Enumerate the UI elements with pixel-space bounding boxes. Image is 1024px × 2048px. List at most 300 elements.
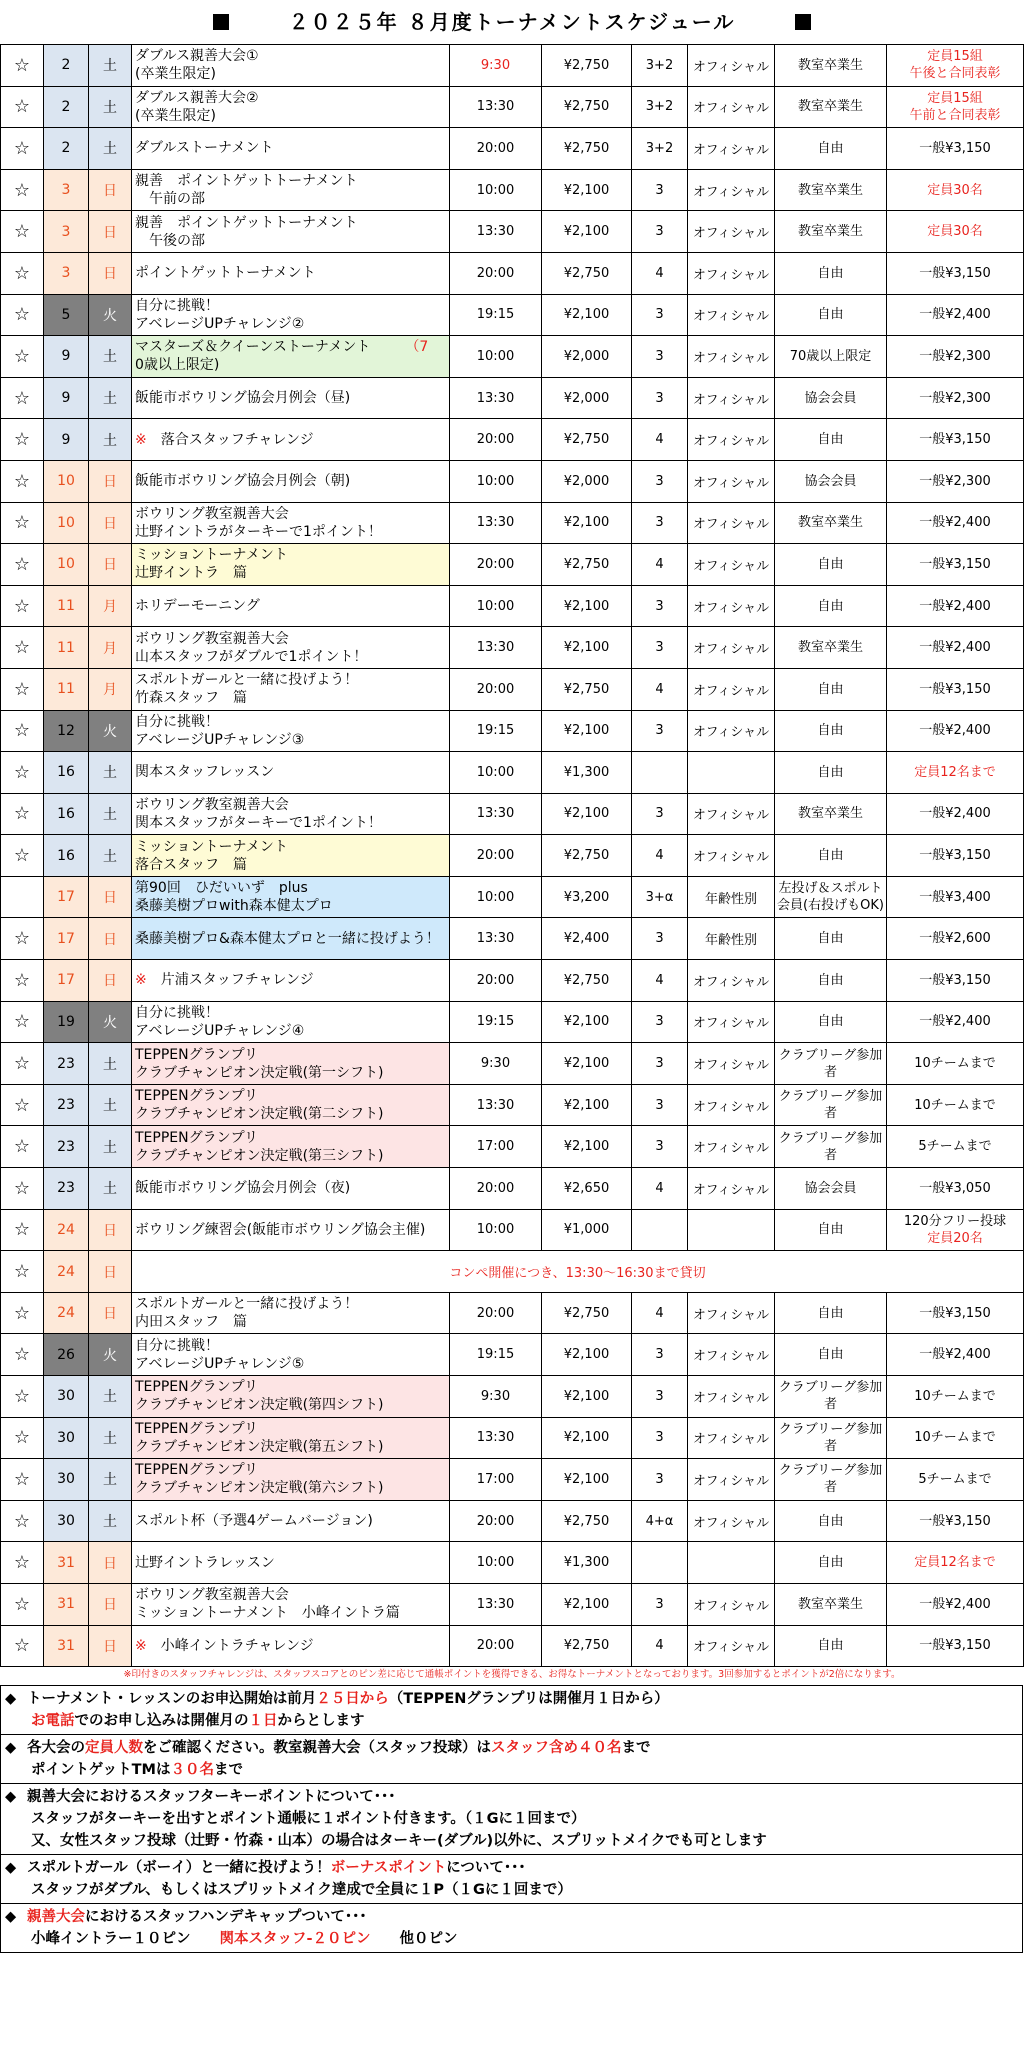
day-cell: 23: [44, 1126, 89, 1168]
remark-line: 定員20名: [927, 1230, 983, 1246]
lane-pattern: オフィシャル: [688, 960, 775, 1002]
weekday-cell: 土: [89, 86, 132, 128]
day-cell: 12: [44, 710, 89, 752]
schedule-row: [1, 1542, 1024, 1584]
event-name-line: クラブチャンピオン決定戦(第六シフト): [135, 1480, 384, 1497]
remark-line: 10チームまで: [914, 1388, 996, 1404]
day-cell: 23: [44, 1168, 89, 1210]
favorite-star-icon: [1, 876, 44, 918]
age-limit-text: （7: [412, 339, 429, 356]
event-name: [132, 1043, 450, 1085]
weekday-cell: 日: [89, 1251, 132, 1293]
game-count: [632, 752, 688, 794]
start-time: 19:15: [450, 1001, 542, 1043]
lane-pattern: オフィシャル: [688, 1001, 775, 1043]
entry-fee: ¥2,750: [542, 1500, 632, 1542]
entry-fee: ¥2,750: [542, 960, 632, 1002]
favorite-star-icon: ☆: [1, 1459, 44, 1501]
event-name: [132, 752, 450, 794]
day-cell: 11: [44, 585, 89, 627]
remark-line: 一般¥2,300: [919, 348, 991, 364]
game-count: 4: [632, 835, 688, 877]
favorite-star-icon: ☆: [1, 710, 44, 752]
game-count: 4: [632, 252, 688, 294]
remark-line: 一般¥3,150: [919, 1305, 991, 1321]
schedule-row: [1, 377, 1024, 419]
diamond-bullet-icon: ◆: [5, 1740, 17, 1757]
note-text: 関本スタッフ-２０ピン: [219, 1931, 371, 1948]
favorite-star-icon: ☆: [1, 336, 44, 378]
note-line: [5, 1710, 1014, 1732]
note-text: スタッフがダブル、もしくはスプリットメイク達成で全員に１P（１Gに１回まで）: [31, 1882, 572, 1899]
event-name-line: 午前の部: [135, 191, 205, 208]
favorite-star-icon: ☆: [1, 1542, 44, 1584]
entry-fee: ¥1,300: [542, 1542, 632, 1584]
eligibility: 自由: [775, 1334, 887, 1376]
lane-pattern: オフィシャル: [688, 1376, 775, 1418]
day-cell: 30: [44, 1500, 89, 1542]
lane-pattern: オフィシャル: [688, 336, 775, 378]
remarks: [887, 45, 1024, 87]
event-name: [132, 627, 450, 669]
eligibility: 教室卒業生: [775, 793, 887, 835]
weekday-cell: 土: [89, 835, 132, 877]
start-time: 10:00: [450, 585, 542, 627]
weekday-cell: 土: [89, 1084, 132, 1126]
note-text: まで: [621, 1740, 651, 1757]
note-text: まで: [213, 1762, 243, 1779]
weekday-cell: 土: [89, 793, 132, 835]
entry-fee: ¥2,100: [542, 1376, 632, 1418]
weekday-cell: 土: [89, 1459, 132, 1501]
note-text: 又、女性スタッフ投球（辻野・竹森・山本）の場合はターキー(ダブル)以外に、スプリットメイクでも可とします: [31, 1833, 767, 1850]
event-name-line: TEPPENグランプリ: [135, 1088, 259, 1105]
entry-fee: ¥2,650: [542, 1168, 632, 1210]
weekday-cell: 日: [89, 211, 132, 253]
game-count: 4: [632, 1625, 688, 1667]
lane-pattern: オフィシャル: [688, 1583, 775, 1625]
day-cell: 3: [44, 211, 89, 253]
event-name-line: クラブチャンピオン決定戦(第二シフト): [135, 1106, 384, 1123]
start-time: 19:15: [450, 710, 542, 752]
event-name-line: 桑藤美樹プロ&森本健太プロと一緒に投げよう！: [135, 930, 440, 947]
event-name-line: ダブルス親善大会①: [135, 48, 259, 65]
weekday-cell: 土: [89, 377, 132, 419]
entry-fee: ¥2,750: [542, 1625, 632, 1667]
event-name-text: マスターズ＆クイーンストーナメント: [135, 339, 413, 356]
eligibility: 自由: [775, 1542, 887, 1584]
schedule-row: [1, 668, 1024, 710]
event-name-text: 片浦スタッフチャレンジ: [146, 972, 314, 989]
event-name-line: TEPPENグランプリ: [135, 1379, 259, 1396]
schedule-row: [1, 169, 1024, 211]
remarks: [887, 1001, 1024, 1043]
weekday-cell: 日: [89, 876, 132, 918]
weekday-cell: 日: [89, 960, 132, 1002]
entry-fee: ¥2,100: [542, 1084, 632, 1126]
lane-pattern: オフィシャル: [688, 294, 775, 336]
event-name-line: 辻野イントラがターキーで1ポイント！: [135, 523, 382, 540]
event-name-line: ミッショントーナメント 小峰イントラ篇: [135, 1605, 400, 1622]
game-count: 4: [632, 1168, 688, 1210]
schedule-row: [1, 86, 1024, 128]
day-cell: 10: [44, 544, 89, 586]
event-name: [132, 1168, 450, 1210]
start-time: 13:30: [450, 627, 542, 669]
remarks: [887, 1417, 1024, 1459]
schedule-row: [1, 918, 1024, 960]
note-text: （TEPPENグランプリは開催月１日から）: [388, 1691, 669, 1708]
favorite-star-icon: ☆: [1, 1168, 44, 1210]
remark-line: 一般¥3,150: [919, 140, 991, 156]
remark-line: 定員12名まで: [914, 764, 996, 780]
start-time: 10:00: [450, 460, 542, 502]
favorite-star-icon: ☆: [1, 1126, 44, 1168]
favorite-star-icon: ☆: [1, 1043, 44, 1085]
event-name-line: 関本スタッフレッスン: [135, 764, 275, 781]
day-cell: 19: [44, 1001, 89, 1043]
favorite-star-icon: ☆: [1, 460, 44, 502]
remark-line: 一般¥2,300: [919, 473, 991, 489]
schedule-row: [1, 336, 1024, 378]
lane-pattern: オフィシャル: [688, 128, 775, 170]
eligibility: 自由: [775, 1625, 887, 1667]
lane-pattern: オフィシャル: [688, 1334, 775, 1376]
eligibility: クラブリーグ参加者: [775, 1126, 887, 1168]
weekday-cell: 土: [89, 1500, 132, 1542]
favorite-star-icon: ☆: [1, 86, 44, 128]
weekday-cell: 土: [89, 128, 132, 170]
eligibility: クラブリーグ参加者: [775, 1043, 887, 1085]
day-cell: 30: [44, 1459, 89, 1501]
remark-line: 一般¥3,150: [919, 848, 991, 864]
favorite-star-icon: ☆: [1, 918, 44, 960]
event-name: [132, 1417, 450, 1459]
note-text: トーナメント・レッスンのお申込開始は前月: [27, 1691, 317, 1708]
remark-line: 10チームまで: [914, 1056, 996, 1072]
eligibility: 教室卒業生: [775, 86, 887, 128]
lane-pattern: オフィシャル: [688, 1417, 775, 1459]
remark-line: 10チームまで: [914, 1430, 996, 1446]
start-time: 13:30: [450, 1417, 542, 1459]
schedule-row: [1, 1417, 1024, 1459]
eligibility: 自由: [775, 252, 887, 294]
schedule-row: [1, 1001, 1024, 1043]
remark-line: 一般¥3,150: [919, 1638, 991, 1654]
weekday-cell: 日: [89, 460, 132, 502]
remarks: [887, 668, 1024, 710]
favorite-star-icon: ☆: [1, 1209, 44, 1251]
schedule-row: [1, 1084, 1024, 1126]
eligibility: 教室卒業生: [775, 627, 887, 669]
event-name: [132, 336, 450, 378]
eligibility: 自由: [775, 835, 887, 877]
event-name-line: 自分に挑戦！: [135, 1337, 219, 1354]
eligibility: 自由: [775, 1292, 887, 1334]
event-name: [132, 294, 450, 336]
eligibility: クラブリーグ参加者: [775, 1084, 887, 1126]
start-time: 13:30: [450, 502, 542, 544]
favorite-star-icon: ☆: [1, 627, 44, 669]
event-name-line: スポルトガールと一緒に投げよう！: [135, 672, 359, 689]
event-name-line: 内田スタッフ 篇: [135, 1314, 247, 1331]
event-name: [132, 1292, 450, 1334]
entry-fee: ¥2,100: [542, 1334, 632, 1376]
remarks: [887, 377, 1024, 419]
remarks: [887, 1292, 1024, 1334]
entry-fee: ¥2,100: [542, 710, 632, 752]
remarks: [887, 960, 1024, 1002]
remark-line: 5チームまで: [918, 1471, 992, 1487]
game-count: 3: [632, 918, 688, 960]
note-text: スポルトガール（ボーイ）と一緒に投げよう！: [27, 1860, 331, 1877]
event-name-line: 辻野イントラレッスン: [135, 1554, 275, 1571]
event-name-line: クラブチャンピオン決定戦(第三シフト): [135, 1147, 384, 1164]
remark-line: 一般¥2,400: [919, 1347, 991, 1363]
page-title: [0, 0, 1024, 44]
schedule-row: [1, 1168, 1024, 1210]
event-name: [132, 793, 450, 835]
note-text: 親善大会におけるスタッフターキーポイントについて･･･: [27, 1789, 396, 1806]
day-cell: 17: [44, 876, 89, 918]
weekday-cell: 土: [89, 336, 132, 378]
event-name-line: TEPPENグランプリ: [135, 1129, 259, 1146]
start-time: 17:00: [450, 1126, 542, 1168]
weekday-cell: 土: [89, 752, 132, 794]
lane-pattern: オフィシャル: [688, 1126, 775, 1168]
favorite-star-icon: ☆: [1, 960, 44, 1002]
game-count: 3: [632, 1126, 688, 1168]
event-name-line: アベレージUPチャレンジ②: [135, 315, 305, 332]
schedule-row: [1, 1376, 1024, 1418]
event-name-line: ボウリング教室親善大会: [135, 1587, 289, 1604]
remarks: [887, 211, 1024, 253]
event-name-line: クラブチャンピオン決定戦(第五シフト): [135, 1438, 384, 1455]
event-name: [132, 1583, 450, 1625]
diamond-bullet-icon: ◆: [5, 1789, 17, 1806]
event-name-line: [135, 338, 447, 356]
schedule-row: [1, 1292, 1024, 1334]
note-text: について･･･: [446, 1860, 526, 1877]
game-count: 3+2: [632, 128, 688, 170]
event-name-line: 親善 ポイントゲットトーナメント: [135, 214, 358, 231]
entry-fee: ¥1,300: [542, 752, 632, 794]
start-time: 13:30: [450, 1084, 542, 1126]
event-name-line: 関本スタッフがターキーで1ポイント！: [135, 814, 382, 831]
game-count: 3+2: [632, 45, 688, 87]
eligibility: 自由: [775, 668, 887, 710]
favorite-star-icon: ☆: [1, 1334, 44, 1376]
event-name: [132, 419, 450, 461]
start-time: 13:30: [450, 86, 542, 128]
event-name-line: [135, 971, 447, 989]
entry-fee: ¥2,750: [542, 544, 632, 586]
event-name-line: 飯能市ボウリング協会月例会（昼): [135, 390, 351, 407]
remarks: [887, 294, 1024, 336]
note-text: １日: [248, 1713, 278, 1730]
lane-pattern: オフィシャル: [688, 419, 775, 461]
entry-fee: ¥2,100: [542, 1043, 632, 1085]
day-cell: 17: [44, 918, 89, 960]
schedule-row: [1, 960, 1024, 1002]
event-name-line: 飯能市ボウリング協会月例会（夜): [135, 1180, 351, 1197]
eligibility: 自由: [775, 960, 887, 1002]
event-name-line: クラブチャンピオン決定戦(第四シフト): [135, 1397, 384, 1414]
weekday-cell: 月: [89, 585, 132, 627]
event-name: [132, 1542, 450, 1584]
event-name: [132, 1209, 450, 1251]
game-count: 3+2: [632, 86, 688, 128]
remarks: [887, 544, 1024, 586]
event-name: [132, 45, 450, 87]
schedule-row: [1, 544, 1024, 586]
event-name-line: スポルトガールと一緒に投げよう！: [135, 1296, 359, 1313]
remark-line: 一般¥2,300: [919, 390, 991, 406]
note-line: [5, 1879, 1014, 1901]
schedule-row: [1, 710, 1024, 752]
remarks: [887, 1084, 1024, 1126]
game-count: 3+α: [632, 876, 688, 918]
day-cell: 17: [44, 960, 89, 1002]
entry-fee: ¥2,750: [542, 45, 632, 87]
remark-line: 一般¥2,400: [919, 598, 991, 614]
entry-fee: ¥2,750: [542, 86, 632, 128]
start-time: 9:30: [450, 45, 542, 87]
event-name-text: 小峰イントラチャレンジ: [146, 1637, 314, 1654]
weekday-cell: 日: [89, 1625, 132, 1667]
mark-symbol: ※: [135, 1637, 147, 1654]
day-cell: 11: [44, 668, 89, 710]
weekday-cell: 火: [89, 1001, 132, 1043]
day-cell: 26: [44, 1334, 89, 1376]
day-cell: 23: [44, 1084, 89, 1126]
remarks: [887, 86, 1024, 128]
event-name-line: 落合スタッフ 篇: [135, 856, 247, 873]
favorite-star-icon: ☆: [1, 835, 44, 877]
day-cell: 31: [44, 1625, 89, 1667]
game-count: 3: [632, 377, 688, 419]
entry-fee: ¥2,750: [542, 252, 632, 294]
entry-fee: ¥2,100: [542, 1126, 632, 1168]
start-time: 9:30: [450, 1043, 542, 1085]
weekday-cell: 日: [89, 1583, 132, 1625]
start-time: 10:00: [450, 752, 542, 794]
event-name: [132, 169, 450, 211]
schedule-row: [1, 460, 1024, 502]
weekday-cell: 土: [89, 1417, 132, 1459]
schedule-row: [1, 419, 1024, 461]
weekday-cell: 土: [89, 1126, 132, 1168]
note-text: におけるスタッフハンデキャップついて･･･: [85, 1909, 367, 1926]
lane-pattern: オフィシャル: [688, 1625, 775, 1667]
lane-pattern: オフィシャル: [688, 211, 775, 253]
favorite-star-icon: ☆: [1, 211, 44, 253]
event-name-line: ボウリング教室親善大会: [135, 796, 289, 813]
event-name-line: ボウリング教室親善大会: [135, 505, 289, 522]
game-count: 3: [632, 1583, 688, 1625]
lane-pattern: オフィシャル: [688, 793, 775, 835]
game-count: 3: [632, 1043, 688, 1085]
weekday-cell: 日: [89, 1209, 132, 1251]
remarks: [887, 252, 1024, 294]
event-name-line: TEPPENグランプリ: [135, 1420, 259, 1437]
day-cell: 3: [44, 169, 89, 211]
favorite-star-icon: ☆: [1, 377, 44, 419]
note-text: スタッフがターキーを出すとポイント通帳に１ポイント付きます。（１Gに１回まで）: [31, 1811, 586, 1828]
event-name-line: ミッショントーナメント: [135, 547, 288, 564]
favorite-star-icon: ☆: [1, 1292, 44, 1334]
note-block: [1, 1686, 1022, 1735]
note-text: 他０ピン: [370, 1931, 458, 1948]
lane-pattern: 年齢性別: [688, 876, 775, 918]
note-block: [1, 1735, 1022, 1784]
event-name-line: 桑藤美樹プロwith森本健太プロ: [135, 898, 333, 915]
day-cell: 5: [44, 294, 89, 336]
note-text: ２５日から: [316, 1691, 389, 1708]
lane-pattern: オフィシャル: [688, 460, 775, 502]
event-name: [132, 585, 450, 627]
remark-line: 一般¥3,150: [919, 1513, 991, 1529]
weekday-cell: 土: [89, 45, 132, 87]
favorite-star-icon: ☆: [1, 1251, 44, 1293]
event-name: [132, 1084, 450, 1126]
remark-line: 午後と合同表彰: [909, 66, 1001, 82]
remarks: [887, 460, 1024, 502]
remark-line: 一般¥3,150: [919, 556, 991, 572]
event-name-line: (卒業生限定): [135, 107, 216, 124]
entry-fee: ¥2,100: [542, 1001, 632, 1043]
weekday-cell: 土: [89, 1376, 132, 1418]
day-cell: 24: [44, 1292, 89, 1334]
event-name-line: ボウリング練習会(飯能市ボウリング協会主催): [135, 1221, 426, 1238]
start-time: 20:00: [450, 1625, 542, 1667]
day-cell: 2: [44, 128, 89, 170]
weekday-cell: 土: [89, 1043, 132, 1085]
lane-pattern: オフィシャル: [688, 86, 775, 128]
entry-fee: ¥2,000: [542, 460, 632, 502]
favorite-star-icon: ☆: [1, 294, 44, 336]
day-cell: 31: [44, 1542, 89, 1584]
note-text: ボーナスポイント: [330, 1860, 447, 1877]
event-name: [132, 1334, 450, 1376]
note-block: [1, 1784, 1022, 1855]
lane-pattern: オフィシャル: [688, 627, 775, 669]
eligibility: 自由: [775, 1209, 887, 1251]
start-time: 20:00: [450, 1292, 542, 1334]
remark-line: 一般¥3,400: [919, 889, 991, 905]
eligibility: 協会会員: [775, 460, 887, 502]
day-cell: 2: [44, 86, 89, 128]
favorite-star-icon: ☆: [1, 1417, 44, 1459]
eligibility: 協会会員: [775, 1168, 887, 1210]
weekday-cell: 日: [89, 918, 132, 960]
note-text: 小峰イントラー１０ピン: [31, 1931, 220, 1948]
note-text: ポイントゲットTMは: [31, 1762, 171, 1779]
remarks: [887, 336, 1024, 378]
entry-fee: ¥2,100: [542, 502, 632, 544]
weekday-cell: 火: [89, 294, 132, 336]
game-count: 3: [632, 1001, 688, 1043]
start-time: 17:00: [450, 1459, 542, 1501]
schedule-body: [1, 45, 1024, 1667]
event-name-line: 竹森スタッフ 篇: [135, 690, 247, 707]
schedule-row: [1, 1126, 1024, 1168]
game-count: 3: [632, 336, 688, 378]
weekday-cell: 日: [89, 1292, 132, 1334]
note-text: 親善大会: [27, 1909, 85, 1926]
game-count: 3: [632, 460, 688, 502]
eligibility: 教室卒業生: [775, 45, 887, 87]
